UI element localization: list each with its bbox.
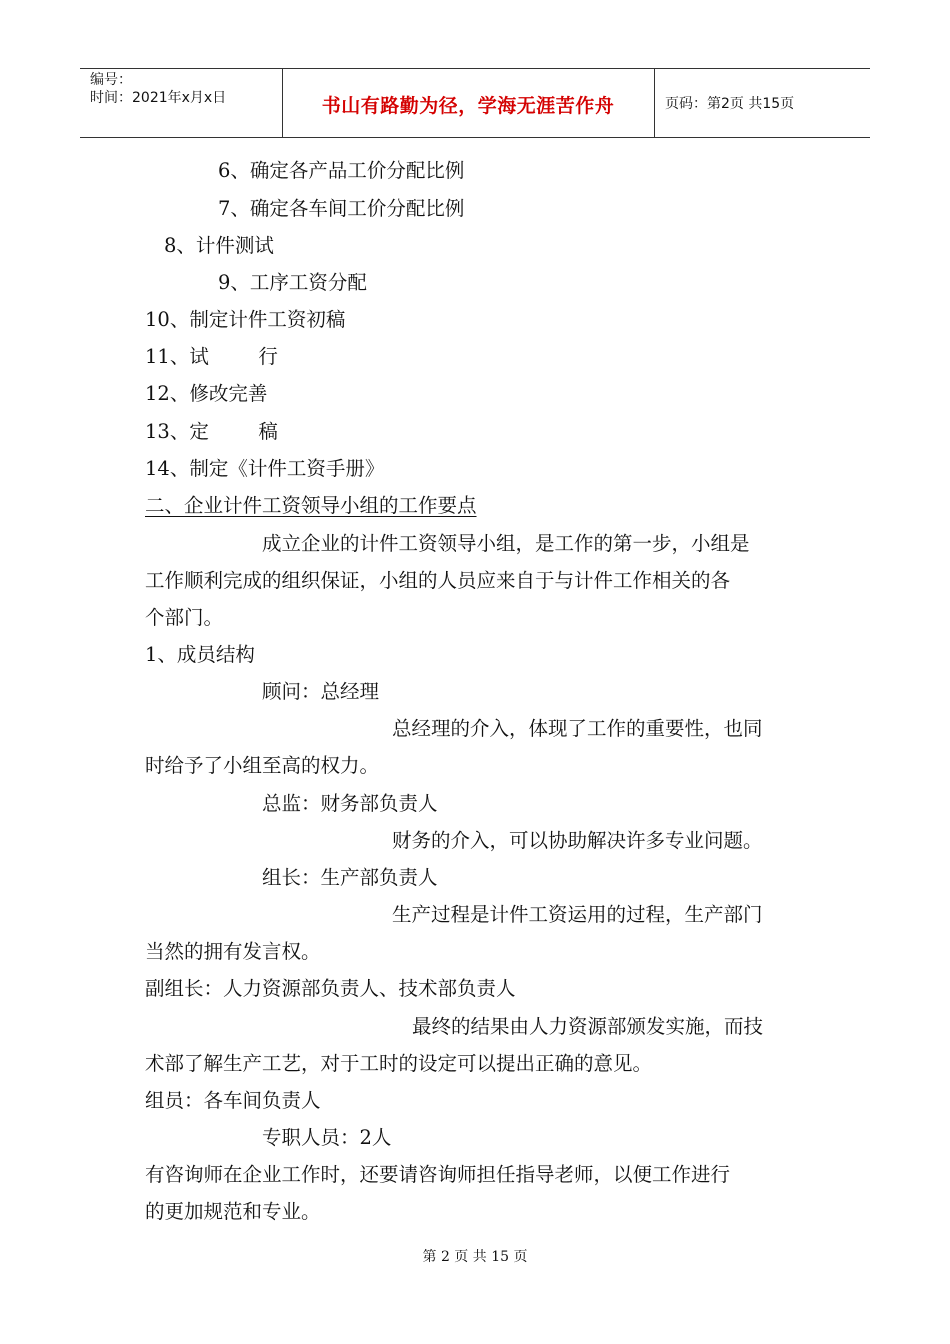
list-item: 11、试 行 xyxy=(145,345,278,368)
list-item: 7、确定各车间工价分配比例 xyxy=(218,197,465,220)
document-header xyxy=(80,68,870,138)
paragraph-line: 成立企业的计件工资领导小组，是工作的第一步，小组是 xyxy=(262,532,750,555)
paragraph-line: 时给予了小组至高的权力。 xyxy=(145,754,380,777)
paragraph-line: 生产过程是计件工资运用的过程，生产部门 xyxy=(392,903,763,926)
list-item: 10、制定计件工资初稿 xyxy=(145,308,346,331)
paragraph-line: 的更加规范和专业。 xyxy=(145,1200,321,1223)
number-label: 编号： xyxy=(90,72,132,88)
header-divider xyxy=(654,69,655,137)
paragraph-line: 术部了解生产工艺，对于工时的设定可以提出正确的意见。 xyxy=(145,1052,653,1075)
list-item: 6、确定各产品工价分配比例 xyxy=(218,159,465,182)
role-line: 组长：生产部负责人 xyxy=(262,866,438,889)
paragraph-line: 工作顺利完成的组织保证，小组的人员应来自于与计件工作相关的各 xyxy=(145,569,731,592)
header-motto: 书山有路勤为径，学海无涯苦作舟 xyxy=(321,95,615,117)
role-line: 副组长：人力资源部负责人、技术部负责人 xyxy=(145,977,516,1000)
paragraph-line: 财务的介入，可以协助解决许多专业问题。 xyxy=(392,829,763,852)
header-page-info: 页码：第2页 共15页 xyxy=(665,96,795,112)
subsection-heading: 1、成员结构 xyxy=(145,643,255,666)
list-item: 13、定 稿 xyxy=(145,420,278,443)
paragraph-line: 总经理的介入，体现了工作的重要性，也同 xyxy=(392,717,763,740)
section-heading: 二、企业计件工资领导小组的工作要点 xyxy=(145,494,477,517)
paragraph-line: 个部门。 xyxy=(145,606,224,629)
time-label: 时间：2021年x月x日 xyxy=(90,90,227,106)
list-item: 14、制定《计件工资手册》 xyxy=(145,457,385,480)
paragraph-line: 有咨询师在企业工作时，还要请咨询师担任指导老师，以便工作进行 xyxy=(145,1163,731,1186)
role-line: 总监：财务部负责人 xyxy=(262,792,438,815)
role-line: 顾问：总经理 xyxy=(262,680,380,703)
list-item: 9、工序工资分配 xyxy=(218,271,367,294)
role-line: 组员：各车间负责人 xyxy=(145,1089,321,1112)
paragraph-line: 当然的拥有发言权。 xyxy=(145,940,321,963)
role-line: 专职人员：2人 xyxy=(262,1126,392,1149)
page-footer: 第 2 页 共 15 页 xyxy=(422,1249,528,1265)
header-meta xyxy=(90,71,226,107)
paragraph-line: 最终的结果由人力资源部颁发实施，而技 xyxy=(412,1015,764,1038)
list-item: 12、修改完善 xyxy=(145,382,268,405)
list-item: 8、计件测试 xyxy=(164,234,274,257)
